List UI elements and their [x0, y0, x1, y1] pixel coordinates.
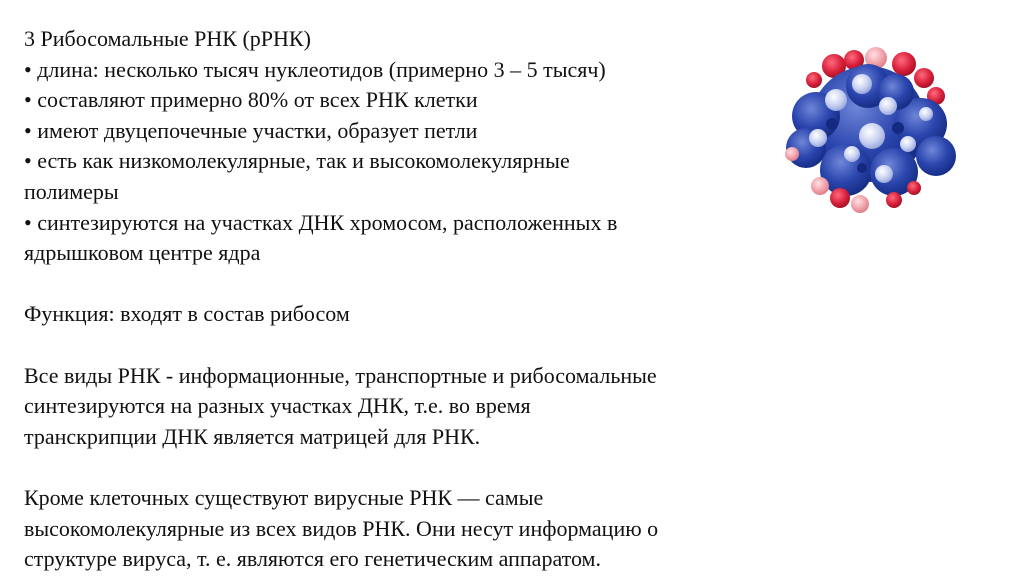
bullet-polymers: • есть как низкомолекулярные, так и высокомолекулярные: [24, 148, 570, 174]
bullet-synthesis-cont: ядрышковом центре ядра: [24, 240, 261, 266]
all-rna-line-2: синтезируются на разных участках ДНК, т.е. во время: [24, 393, 531, 419]
bullet-polymers-cont: полимеры: [24, 178, 119, 204]
spacer: [24, 452, 784, 483]
rrna-molecule-image: [776, 44, 960, 216]
viral-rna-line-3: структуре вируса, т. е. являются его генетическим аппаратом.: [24, 546, 601, 572]
viral-rna-line-2: высокомолекулярные из всех видов РНК. Они несут информацию о: [24, 515, 659, 541]
bullet-length: • длина: несколько тысяч нуклеотидов (примерно 3 – 5 тысяч): [24, 56, 606, 82]
bullet-share: • составляют примерно 80% от всех РНК клетки: [24, 87, 478, 113]
spacer: [24, 269, 784, 300]
viral-rna-line-1: Кроме клеточных существуют вирусные РНК — самые: [24, 484, 544, 510]
bullet-synthesis: • синтезируются на участках ДНК хромосом, расположенных в: [24, 209, 618, 235]
all-rna-line-1: Все виды РНК - информационные, транспортные и рибосомальные: [24, 362, 657, 388]
slide-text: [24, 24, 784, 575]
function-text: Функция: входят в состав рибосом: [24, 301, 350, 327]
all-rna-line-3: транскрипции ДНК является матрицей для РНК.: [24, 423, 481, 449]
section-heading: 3 Рибосомальные РНК (рРНК): [24, 26, 311, 51]
bullet-structure: • имеют двуцепочечные участки, образует петли: [24, 117, 478, 143]
spacer: [24, 330, 784, 361]
